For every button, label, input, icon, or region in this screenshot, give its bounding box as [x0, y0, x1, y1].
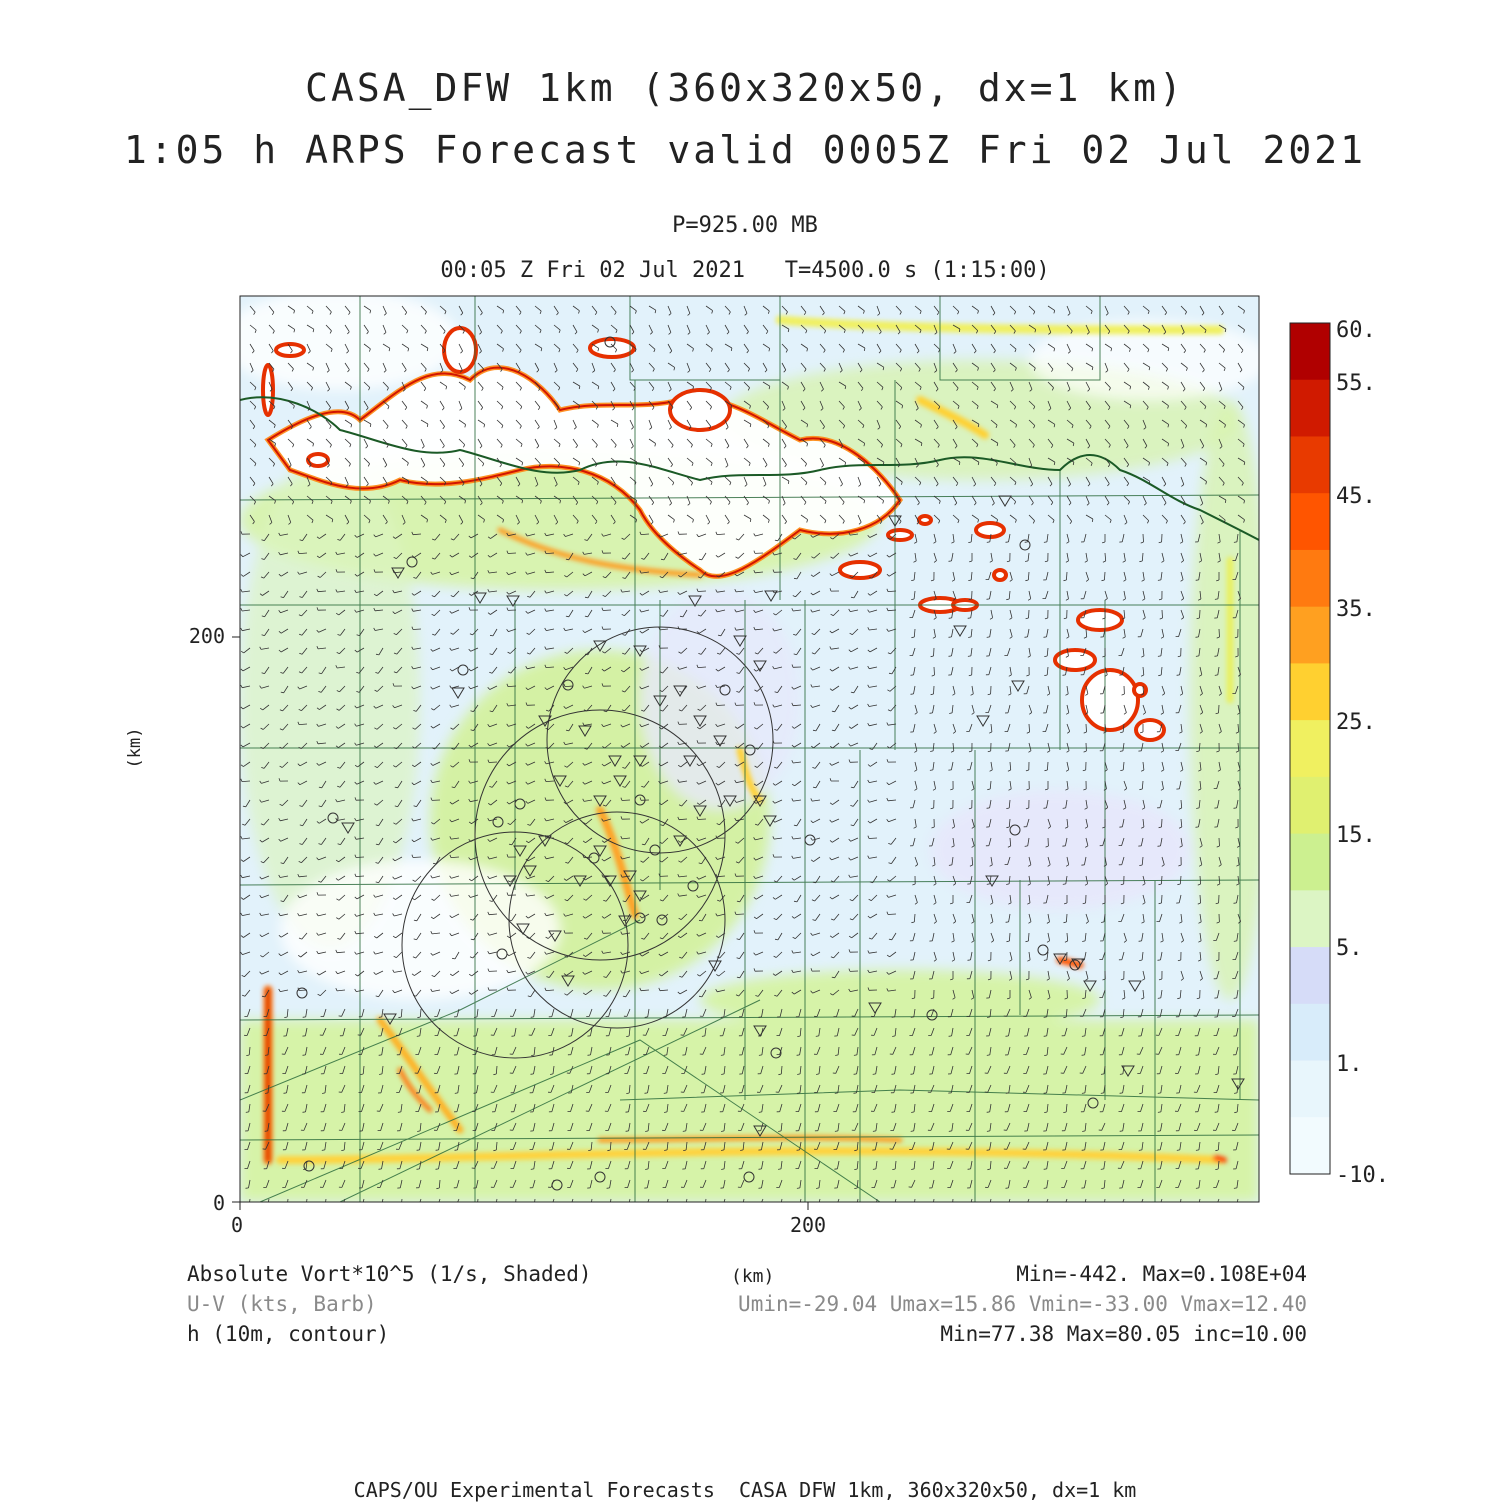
colorbar-label: -10. [1336, 1163, 1389, 1188]
height-legend: h (10m, contour) [187, 1322, 390, 1346]
pressure-level-label: P=925.00 MB [672, 213, 818, 238]
colorbar-swatch [1290, 323, 1330, 380]
colorbar-swatch [1290, 720, 1330, 777]
wind-stats: Umin=-29.04 Umax=15.86 Vmin=-33.00 Vmax=12.40 [738, 1292, 1307, 1316]
plot-title-line1: CASA_DFW 1km (360x320x50, dx=1 km) [305, 66, 1185, 110]
valid-time-label: 00:05 Z Fri 02 Jul 2021 T=4500.0 s (1:15:00) [440, 258, 1050, 283]
plot-title-line2: 1:05 h ARPS Forecast valid 0005Z Fri 02 Jul 2021 [123, 128, 1367, 172]
colorbar-label: 25. [1336, 710, 1376, 735]
colorbar-swatch [1290, 550, 1330, 607]
map-panel [220, 290, 1270, 1208]
x-tick-label: 0 [230, 1213, 244, 1237]
colorbar-swatch [1290, 947, 1330, 1004]
wind-legend: U-V (kts, Barb) [187, 1292, 377, 1316]
footer-credit: CAPS/OU Experimental Forecasts CASA DFW 1km, 360x320x50, dx=1 km [353, 1478, 1137, 1502]
colorbar-swatch [1290, 1117, 1330, 1174]
colorbar-swatch [1290, 663, 1330, 720]
height-stats: Min=77.38 Max=80.05 inc=10.00 [940, 1322, 1307, 1346]
x-axis-label: (km) [731, 1266, 775, 1287]
x-tick-label: 200 [789, 1213, 827, 1237]
colorbar-labels [1336, 318, 1389, 1188]
y-tick-label: 200 [188, 624, 225, 648]
y-axis-label: (km) [125, 727, 145, 769]
colorbar-swatch [1290, 1004, 1330, 1061]
colorbar-swatch [1290, 380, 1330, 437]
colorbar-swatch [1290, 607, 1330, 664]
y-tick-label: 0 [212, 1191, 225, 1215]
colorbar [1290, 323, 1330, 1175]
colorbar-swatch [1290, 777, 1330, 834]
vorticity-legend: Absolute Vort*10^5 (1/s, Shaded) [187, 1262, 592, 1286]
colorbar-label: 1. [1336, 1052, 1363, 1077]
colorbar-label: 35. [1336, 597, 1376, 622]
colorbar-swatch [1290, 436, 1330, 493]
colorbar-label: 55. [1336, 371, 1376, 396]
vorticity-stats: Min=-442. Max=0.108E+04 [1016, 1262, 1307, 1286]
colorbar-label: 5. [1336, 936, 1363, 961]
colorbar-swatch [1290, 1061, 1330, 1118]
colorbar-label: 45. [1336, 484, 1376, 509]
colorbar-swatch [1290, 834, 1330, 891]
colorbar-label: 15. [1336, 823, 1376, 848]
colorbar-swatch [1290, 890, 1330, 947]
colorbar-label: 60. [1336, 318, 1376, 343]
colorbar-swatch [1290, 493, 1330, 550]
